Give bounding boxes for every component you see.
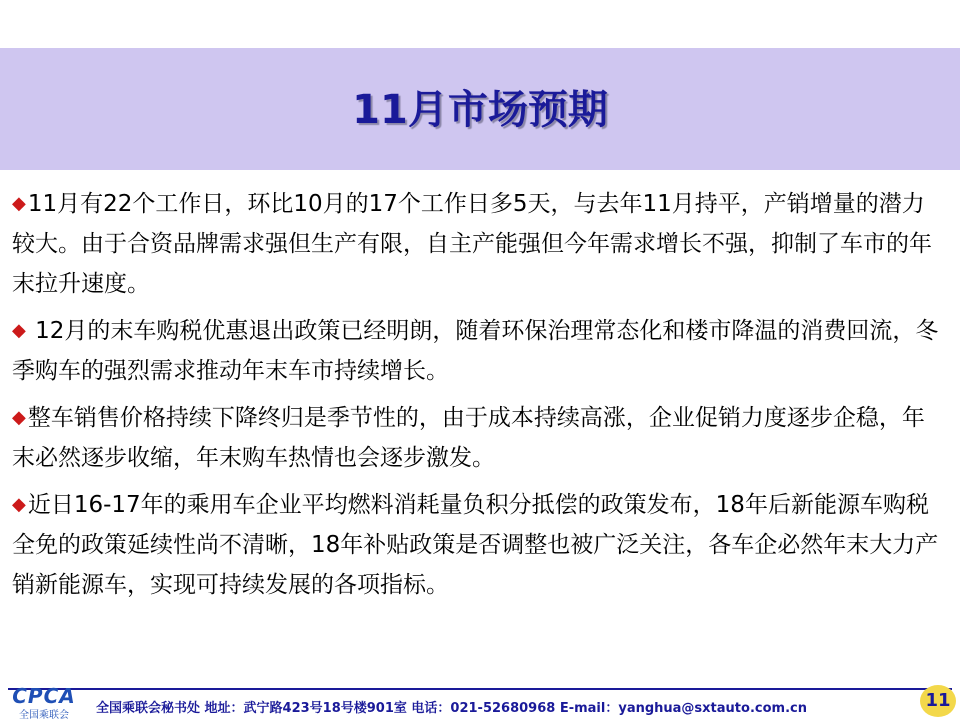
slide-body bbox=[12, 184, 942, 612]
paragraph-text: 整车销售价格持续下降终归是季节性的，由于成本持续高涨，企业促销力度逐步企稳，年末必然逐步收缩，年末购车热情也会逐步激发。 bbox=[12, 405, 925, 471]
paragraph-text: 12月的末车购税优惠退出政策已经明朗，随着环保治理常态化和楼市降温的消费回流，冬季购车的强烈需求推动年末车市持续增长。 bbox=[12, 318, 939, 384]
paragraph-text: 近日16-17年的乘用车企业平均燃料消耗量负积分抵偿的政策发布，18年后新能源车购税全免的政策延续性尚不清晰，18年补贴政策是否调整也被广泛关注，各车企必然年末大力产销新能源车，实现可持续发展的各项指标。 bbox=[12, 492, 939, 598]
footer-divider bbox=[8, 688, 952, 690]
diamond-bullet-icon: ◆ bbox=[12, 494, 26, 515]
bullet-paragraph-1 bbox=[12, 184, 942, 304]
page-number-badge: 11 bbox=[920, 685, 956, 717]
footer-contact: 全国乘联会秘书处 地址：武宁路423号18号楼901室 电话：021-52680968 E-mail：yanghua@sxtauto.com.cn bbox=[96, 701, 807, 716]
diamond-bullet-icon: ◆ bbox=[12, 320, 26, 341]
paragraph-text: 11月有22个工作日，环比10月的17个工作日多5天，与去年11月持平，产销增量的潜力较大。由于合资品牌需求强但生产有限，自主产能强但今年需求增长不强，抑制了车市的年末拉升速度。 bbox=[12, 191, 932, 297]
diamond-bullet-icon: ◆ bbox=[12, 193, 26, 214]
bullet-paragraph-3 bbox=[12, 398, 942, 478]
bullet-paragraph-2 bbox=[12, 311, 942, 391]
logo-subtext: 全国乘联会 bbox=[19, 710, 69, 721]
slide-title: 11月市场预期 bbox=[352, 87, 608, 133]
bullet-paragraph-4 bbox=[12, 485, 942, 605]
diamond-bullet-icon: ◆ bbox=[12, 407, 26, 428]
cpca-logo bbox=[6, 684, 82, 721]
logo-text: CPCA bbox=[12, 684, 76, 708]
